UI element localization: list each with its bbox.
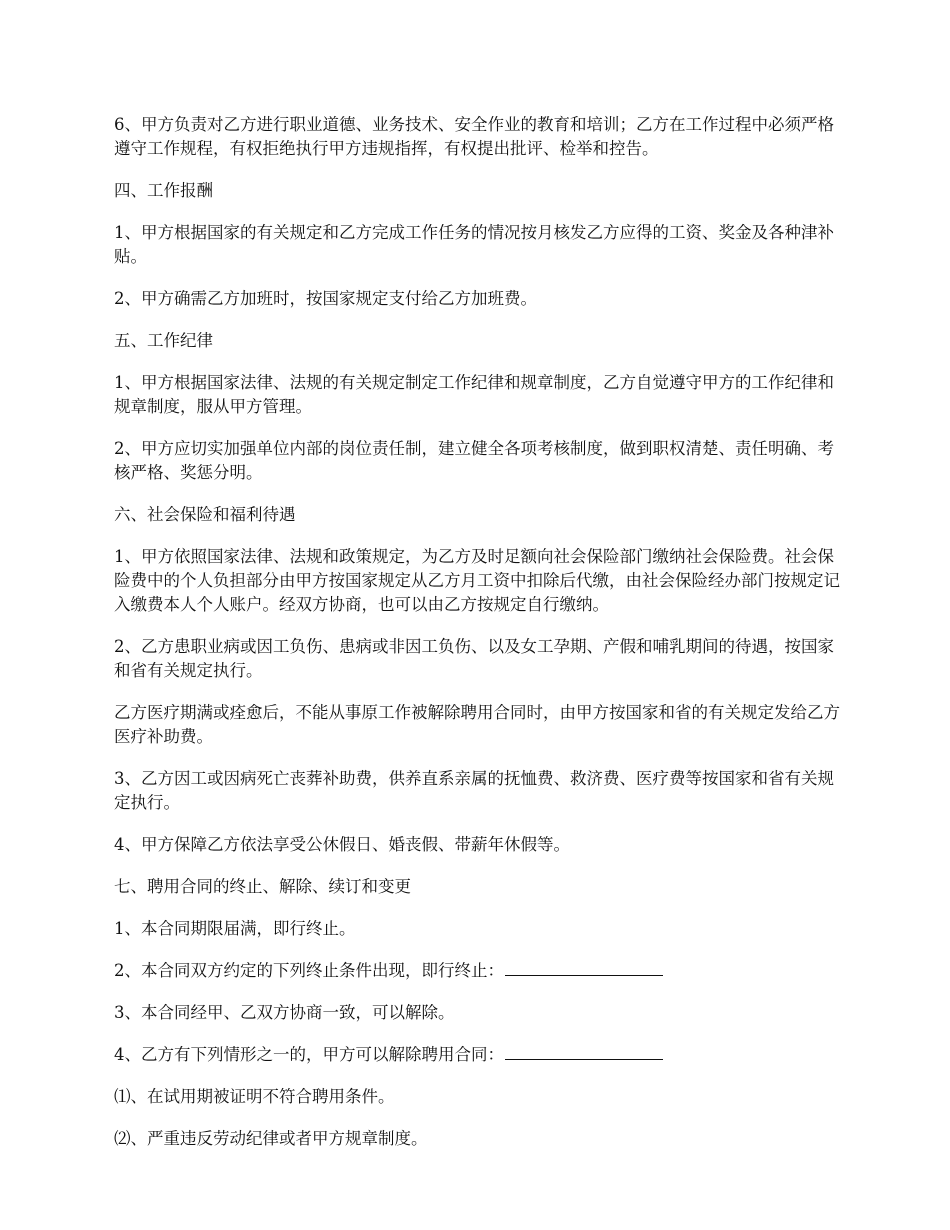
paragraph <box>114 959 842 983</box>
paragraph-text: 2、乙方患职业病或因工负伤、患病或非因工负伤、以及女工孕期、产假和哺乳期间的待遇，按国家和省有关规定执行。 <box>114 637 834 680</box>
paragraph-text: ⑴、在试用期被证明不符合聘用条件。 <box>114 1087 395 1106</box>
fill-in-blank-line[interactable] <box>505 959 663 976</box>
fill-in-blank-line[interactable] <box>505 1043 663 1060</box>
paragraph-text: 4、乙方有下列情形之一的，甲方可以解除聘用合同： <box>114 1045 504 1064</box>
paragraph <box>114 767 842 815</box>
paragraph-text: 1、甲方依照国家法律、法规和政策规定，为乙方及时足额向社会保险部门缴纳社会保险费。社会保险费中的个人负担部分由甲方按国家规定从乙方月工资中扣除后代缴，由社会保险经办部门按规定记入缴费本人个人账户。经双方协商，也可以由乙方按规定自行缴纳。 <box>114 547 840 614</box>
paragraph <box>114 221 842 269</box>
paragraph-text: ⑵、严重违反劳动纪律或者甲方规章制度。 <box>114 1129 428 1148</box>
paragraph <box>114 545 842 617</box>
paragraph-text: 2、甲方确需乙方加班时，按国家规定支付给乙方加班费。 <box>114 289 537 308</box>
section-heading-text: 六、社会保险和福利待遇 <box>114 505 296 524</box>
paragraph <box>114 287 842 311</box>
paragraph-text: 4、甲方保障乙方依法享受公休假日、婚丧假、带薪年休假等。 <box>114 835 570 854</box>
paragraph-text: 1、甲方根据国家的有关规定和乙方完成工作任务的情况按月核发乙方应得的工资、奖金及各种津补贴。 <box>114 223 834 266</box>
paragraph <box>114 437 842 485</box>
section-heading <box>114 875 842 899</box>
paragraph <box>114 1085 842 1109</box>
paragraph-text: 1、甲方根据国家法律、法规的有关规定制定工作纪律和规章制度，乙方自觉遵守甲方的工作纪律和规章制度，服从甲方管理。 <box>114 373 834 416</box>
section-heading <box>114 329 842 353</box>
paragraph <box>114 701 842 749</box>
paragraph-text: 2、甲方应切实加强单位内部的岗位责任制，建立健全各项考核制度，做到职权清楚、责任明确、考核严格、奖惩分明。 <box>114 439 834 482</box>
paragraph <box>114 113 842 161</box>
paragraph <box>114 917 842 941</box>
section-heading <box>114 503 842 527</box>
paragraph <box>114 371 842 419</box>
section-heading-text: 四、工作报酬 <box>114 181 213 200</box>
paragraph-text: 1、本合同期限届满，即行终止。 <box>114 919 356 938</box>
paragraph <box>114 833 842 857</box>
paragraph-text: 乙方医疗期满或痊愈后，不能从事原工作被解除聘用合同时，由甲方按国家和省的有关规定发给乙方医疗补助费。 <box>114 703 840 746</box>
section-heading <box>114 179 842 203</box>
paragraph-text: 2、本合同双方约定的下列终止条件出现，即行终止： <box>114 961 504 980</box>
document-body <box>114 113 842 1169</box>
paragraph <box>114 1001 842 1025</box>
paragraph <box>114 635 842 683</box>
paragraph <box>114 1127 842 1151</box>
section-heading-text: 五、工作纪律 <box>114 331 213 350</box>
section-heading-text: 七、聘用合同的终止、解除、续订和变更 <box>114 877 411 896</box>
paragraph <box>114 1043 842 1067</box>
paragraph-text: 6、甲方负责对乙方进行职业道德、业务技术、安全作业的教育和培训；乙方在工作过程中必须严格遵守工作规程，有权拒绝执行甲方违规指挥，有权提出批评、检举和控告。 <box>114 115 834 158</box>
paragraph-text: 3、乙方因工或因病死亡丧葬补助费，供养直系亲属的抚恤费、救济费、医疗费等按国家和省有关规定执行。 <box>114 769 834 812</box>
paragraph-text: 3、本合同经甲、乙双方协商一致，可以解除。 <box>114 1003 455 1022</box>
